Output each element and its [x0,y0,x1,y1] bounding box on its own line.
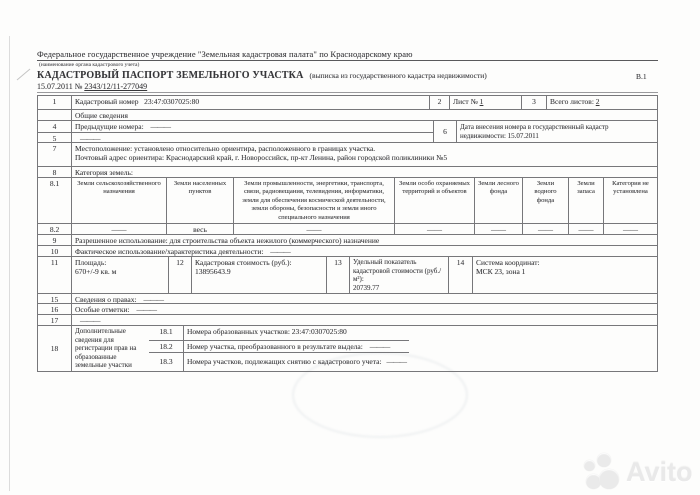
corner-pen-mark [17,69,31,81]
sheet-label: Лист № [453,97,478,106]
row-18-3 [149,352,409,371]
scan-edge-artifact [9,36,10,491]
row-category-selection [38,223,657,234]
category-industrial: Земли промышленности, энергетики, транспорта, связи, радиовещания, телевидения, информатики, земли для обеспечения космической деятельности, земли обороны, безопасности и земли иного специального назначения [233,178,394,223]
category-settlements: Земли населенных пунктов [166,178,233,223]
removed-parcels-cell [183,353,409,371]
row-number: 8.1 [49,179,60,188]
avito-brand-text: Avito [626,457,693,487]
row-land-category [38,166,657,177]
formed-parcels-cell: Номера образованных участков: 23:47:0307025:80 [183,326,409,340]
issue-number: 2343/12/11-277049 [84,82,148,91]
row-rights-info [38,293,657,303]
row-number: 1 [52,97,57,106]
dash-value: ——— [136,305,156,314]
selection-water-fund: —— [522,224,568,234]
cadastral-table [37,95,658,372]
row-number: 16 [50,305,59,314]
dash-value: ——— [150,122,171,131]
row-number: 9 [52,236,57,245]
row-17 [38,314,657,325]
row-17-cell [71,315,657,325]
removed-parcels-label: Номера участков, подлежащих снятию с кадастрового учета: [187,357,382,367]
total-sheets-value: 2 [595,97,600,106]
total-sheets-cell [546,96,657,109]
previous-numbers-block [38,121,433,142]
row-cadastral-number [38,96,657,109]
selection-agricultural: —— [71,224,166,234]
cadastral-number-cell [71,96,429,109]
row-number: 12 [168,257,191,293]
row-number: 17 [50,316,59,325]
avito-logo-dot [599,469,619,489]
row-number: 10 [50,247,59,256]
total-sheets-label: Всего листов: [550,97,594,106]
cadastral-number-value: 23:47:0307025:80 [144,97,200,106]
row-number: 8 [52,168,57,177]
sheet-cell [449,96,521,109]
permitted-use-cell: Разрешенное использование: для строительства объекта нежилого (коммерческого) назначение [71,235,657,245]
land-category-label: Категория земель: [71,167,657,177]
transformed-parcel-label: Номер участка, преобразованного в результате выдела: [187,341,363,351]
issue-date: 15.07.2011 № [37,82,83,91]
avito-watermark [582,452,700,494]
cadastral-number-label: Кадастровый номер [75,97,139,106]
selection-protected: —— [394,224,474,234]
coordinate-system-label: Система координат: [476,258,540,267]
row-number: 18.1 [159,327,173,336]
row-additional-info [38,325,657,371]
dash-value: ——— [369,341,390,351]
row-18-2 [149,340,409,352]
form-code: В.1 [636,72,647,81]
dash-value: ——— [80,134,100,143]
row-category-options [38,177,657,223]
area-label: Площадь: [75,258,107,267]
category-agricultural: Земли сельскохозяйственного назначения [71,178,166,223]
selection-settlements: весь [166,224,233,234]
rights-info-label: Сведения о правах: [75,295,137,303]
row-number: 14 [448,257,472,293]
additional-info-label: Дополнительные сведения для регистрации прав на образованные земельные участки [71,326,149,371]
row-actual-use [38,245,657,256]
row-number: 2 [429,96,449,109]
row-number: 18.2 [159,341,173,351]
rights-info-cell [71,294,657,303]
issue-line [37,82,658,93]
row-permitted-use [38,234,657,245]
category-protected: Земли особо охраняемых территорий и объектов [394,178,474,223]
specific-value-label: Удельный показатель кадастровой стоимости (руб./м²): [353,258,442,284]
category-water-fund: Земли водного фонда [522,178,568,223]
row-general-info [38,109,657,120]
sheet-value: 1 [479,97,484,106]
cadastral-value-amount: 13895643.9 [195,267,231,276]
row-previous-numbers [38,120,657,142]
row-location [38,142,657,166]
row-number: 15 [50,295,59,303]
row-number-empty [38,110,71,120]
row-number: 7 [52,144,57,153]
row-number: 18 [50,344,59,353]
document-title-note: (выписка из государственного кадастра недвижимости) [309,71,487,80]
coordinate-system-value: МСК 23, зона 1 [476,267,526,276]
cadastral-value-cell [191,257,326,293]
row-number: 8.2 [49,225,60,234]
dash-value: ——— [80,316,100,325]
additional-info-subtable [149,326,409,371]
dash-value: ——— [143,295,163,303]
category-not-set: Категория не установлена [603,178,657,223]
row-number: 13 [326,257,349,293]
row-number: 11 [50,258,59,267]
organization-name: Федеральное государственное учреждение "Земельная кадастровая палата" по Краснодарскому краю [37,49,658,61]
row-4 [38,121,433,132]
row-number: 5 [52,134,57,143]
row-number: 6 [433,121,456,142]
special-notes-label: Особые отметки: [75,305,130,314]
document-title-row [37,70,658,81]
selection-industrial: —— [233,224,394,234]
general-info-label: Общие сведения [71,110,657,120]
row-5 [38,132,433,143]
transformed-parcel-cell [183,341,409,352]
cadastral-value-label: Кадастровая стоимость (руб.): [195,258,292,267]
selection-not-set: —— [603,224,657,234]
area-value: 670+/-9 кв. м [75,267,117,276]
special-notes-cell [71,304,657,314]
actual-use-cell [71,246,657,256]
organization-caption: (наименование органа кадастрового учета) [39,62,140,68]
row-area-and-value [38,256,657,293]
avito-logo-dot [584,460,595,471]
registration-date-cell: Дата внесения номера в государственный кадастр недвижимости: 15.07.2011 [456,121,657,142]
dash-value: ——— [270,247,290,256]
row-18-1 [149,326,409,340]
actual-use-label: Фактическое использование/характеристика деятельности: [75,247,264,256]
row-number: 4 [52,122,57,131]
selection-reserve: —— [568,224,603,234]
row-number: 18.3 [159,357,173,367]
row-number: 3 [521,96,546,109]
area-cell [71,257,168,293]
location-line2: Почтовый адрес ориентира: Краснодарский край, г. Новороссийск, пр-кт Ленина, район городской поликлиники №5 [75,153,448,162]
category-forest-fund: Земли лесного фонда [474,178,522,223]
row-special-notes [38,303,657,314]
previous-numbers-label: Предыдущие номера: [75,122,144,131]
specific-value-amount: 20739.77 [353,283,380,292]
location-line1: Местоположение: установлено относительно ориентира, расположенного в границах участка. [75,144,376,153]
dash-value: ——— [386,357,407,367]
category-reserve: Земли запаса [568,178,603,223]
coordinate-system-cell [472,257,657,293]
avito-logo-dot [597,453,611,467]
document-title: КАДАСТРОВЫЙ ПАСПОРТ ЗЕМЕЛЬНОГО УЧАСТКА [37,70,304,81]
row-5-cell [71,133,433,143]
specific-value-cell [349,257,448,293]
location-cell [71,143,657,166]
selection-forest-fund: —— [474,224,522,234]
previous-numbers-cell [71,121,433,132]
